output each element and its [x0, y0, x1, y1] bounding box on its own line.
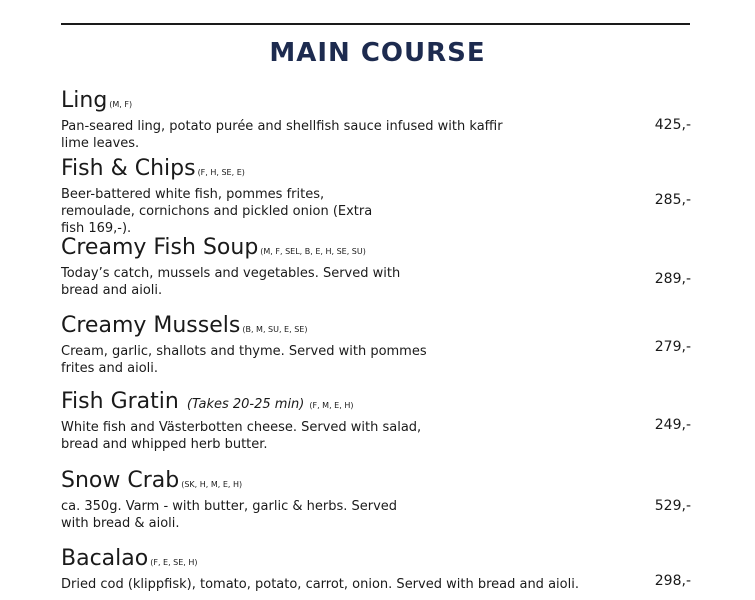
item-price: 298,- [654, 573, 691, 589]
item-description: Dried cod (klippfisk), tomato, potato, carrot, onion. Served with bread and aioli. [61, 577, 579, 592]
item-price: 425,- [654, 117, 691, 133]
item-allergens: (M, F, SEL, B, E, H, SE, SU) [260, 247, 366, 256]
item-allergens: (F, E, SE, H) [150, 558, 198, 567]
item-allergens: (B, M, SU, E, SE) [242, 325, 308, 334]
menu-item-creamy-mussels [61, 315, 701, 377]
top-divider [61, 23, 690, 25]
menu-item-fish-gratin [61, 391, 701, 453]
item-price: 289,- [654, 271, 691, 287]
menu-item-snow-crab [61, 470, 701, 532]
menu-item-fish-and-chips [61, 158, 701, 237]
item-name: Bacalao [61, 546, 149, 571]
menu-item-ling [61, 90, 701, 152]
item-allergens: (F, M, E, H) [309, 401, 354, 410]
menu-item-creamy-fish-soup [61, 237, 701, 299]
item-price: 285,- [654, 192, 691, 208]
item-name: Creamy Fish Soup [61, 235, 259, 260]
item-note: (Takes 20-25 min) [186, 397, 305, 412]
item-name: Creamy Mussels [61, 313, 241, 338]
item-description: Beer-battered white fish, pommes frites, remoulade, cornichons and pickled onion (Extra fish 169,-). [61, 187, 373, 236]
item-allergens: (F, H, SE, E) [197, 168, 245, 177]
item-allergens: (M, F) [109, 100, 133, 109]
menu-item-bacalao [61, 548, 701, 593]
item-description: Cream, garlic, shallots and thyme. Served with pommes frites and aioli. [61, 344, 427, 376]
item-name: Snow Crab [61, 468, 180, 493]
item-allergens: (SK, H, M, E, H) [181, 480, 243, 489]
item-description: Pan-seared ling, potato purée and shellfish sauce infused with kaffir lime leaves. [61, 119, 503, 151]
item-description: White fish and Västerbotten cheese. Served with salad, bread and whipped herb butter. [61, 420, 422, 452]
item-description: Today’s catch, mussels and vegetables. Served with bread and aioli. [61, 266, 401, 298]
item-price: 279,- [654, 339, 691, 355]
item-description: ca. 350g. Varm - with butter, garlic & herbs. Served with bread & aioli. [61, 499, 398, 531]
item-name: Fish & Chips [61, 156, 196, 181]
item-name: Ling [61, 88, 108, 113]
item-price: 249,- [654, 417, 691, 433]
item-price: 529,- [654, 498, 691, 514]
item-name: Fish Gratin [61, 389, 179, 414]
section-title: MAIN COURSE [269, 38, 486, 68]
